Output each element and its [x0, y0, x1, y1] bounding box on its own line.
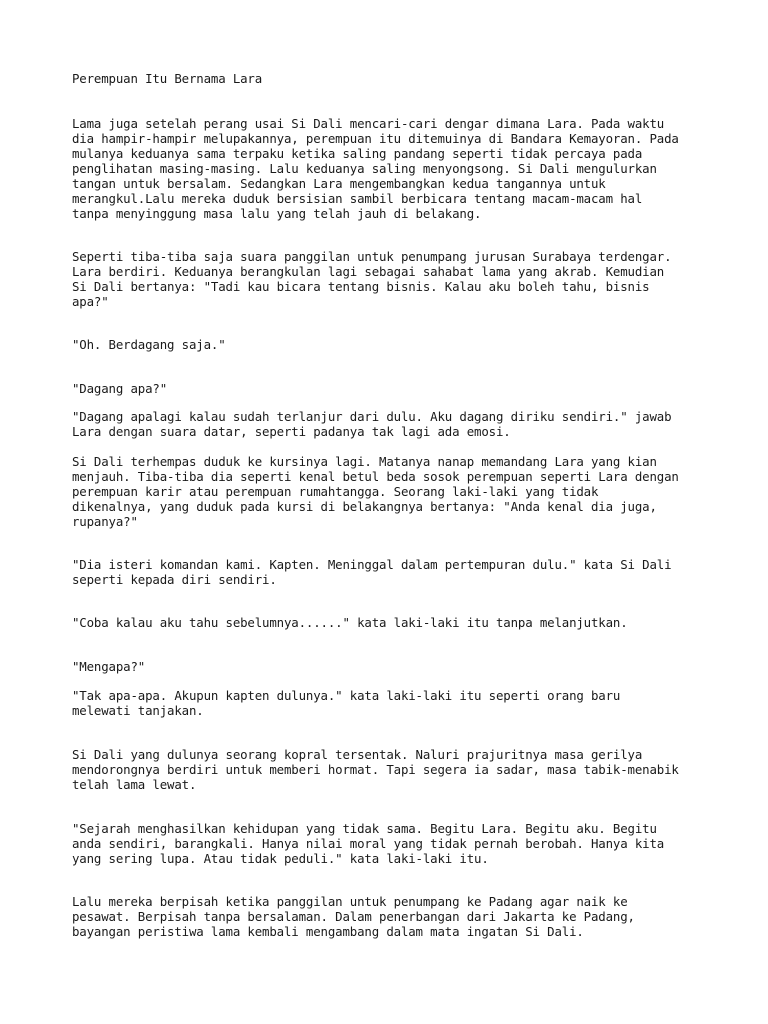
document-title: Perempuan Itu Bernama Lara	[72, 71, 263, 86]
paragraph: "Sejarah menghasilkan kehidupan yang tidak sama. Begitu Lara. Begitu aku. Begitu anda sendiri, barangkali. Hanya nilai moral yang tidak pernah berobah. Hanya kita yang sering lupa. Atau tidak peduli." kata laki-laki itu.	[72, 821, 665, 866]
paragraph: "Tak apa-apa. Akupun kapten dulunya." kata laki-laki itu seperti orang baru melewati tanjakan.	[72, 688, 621, 718]
paragraph: Lalu mereka berpisah ketika panggilan untuk penumpang ke Padang agar naik ke pesawat. Berpisah tanpa bersalaman. Dalam penerbangan dari Jakarta ke Padang, bayangan peristiwa lama kembali mengambang dalam mata ingatan Si Dali.	[72, 894, 635, 939]
paragraph: Seperti tiba-tiba saja suara panggilan untuk penumpang jurusan Surabaya terdengar. Lara berdiri. Keduanya berangkulan lagi sebagai sahabat lama yang akrab. Kemudian Si Dali bertanya: "Tadi kau bicara tentang bisnis. Kalau aku boleh tahu, bisnis apa?"	[72, 249, 672, 309]
paragraph: "Dia isteri komandan kami. Kapten. Meninggal dalam pertempuran dulu." kata Si Dali seperti kepada diri sendiri.	[72, 557, 672, 587]
paragraph: "Dagang apa?"	[72, 381, 168, 396]
paragraph: Lama juga setelah perang usai Si Dali mencari-cari dengar dimana Lara. Pada waktu dia hampir-hampir melupakannya, perempuan itu ditemuinya di Bandara Kemayoran. Pada mulanya keduanya sama terpaku ketika saling pandang seperti tidak percaya pada penglihatan masing-masing. Lalu keduanya saling menyongsong. Si Dali mengulurkan tangan untuk bersalam. Sedangkan Lara mengembangkan kedua tangannya untuk merangkul.Lalu mereka duduk bersisian sambil berbicara tentang macam-macam hal tanpa menyinggung masa lalu yang telah jauh di belakang.	[72, 116, 679, 221]
paragraph: Si Dali yang dulunya seorang kopral tersentak. Naluri prajuritnya masa gerilya mendorongnya berdiri untuk memberi hormat. Tapi segera ia sadar, masa tabik-menabik telah lama lewat.	[72, 747, 679, 792]
paragraph: Si Dali terhempas duduk ke kursinya lagi. Matanya nanap memandang Lara yang kian menjauh. Tiba-tiba dia seperti kenal betul beda sosok perempuan seperti Lara dengan perempuan karir atau perempuan rumahtangga. Seorang laki-laki yang tidak dikenalnya, yang duduk pada kursi di belakangnya bertanya: "Anda kenal dia juga, rupanya?"	[72, 454, 679, 529]
paragraph: "Coba kalau aku tahu sebelumnya......" kata laki-laki itu tanpa melanjutkan.	[72, 615, 628, 630]
paragraph: "Dagang apalagi kalau sudah terlanjur dari dulu. Aku dagang diriku sendiri." jawab Lara dengan suara datar, seperti padanya tak lagi ada emosi.	[72, 409, 672, 439]
paragraph: "Oh. Berdagang saja."	[72, 337, 226, 352]
paragraph: "Mengapa?"	[72, 659, 146, 674]
